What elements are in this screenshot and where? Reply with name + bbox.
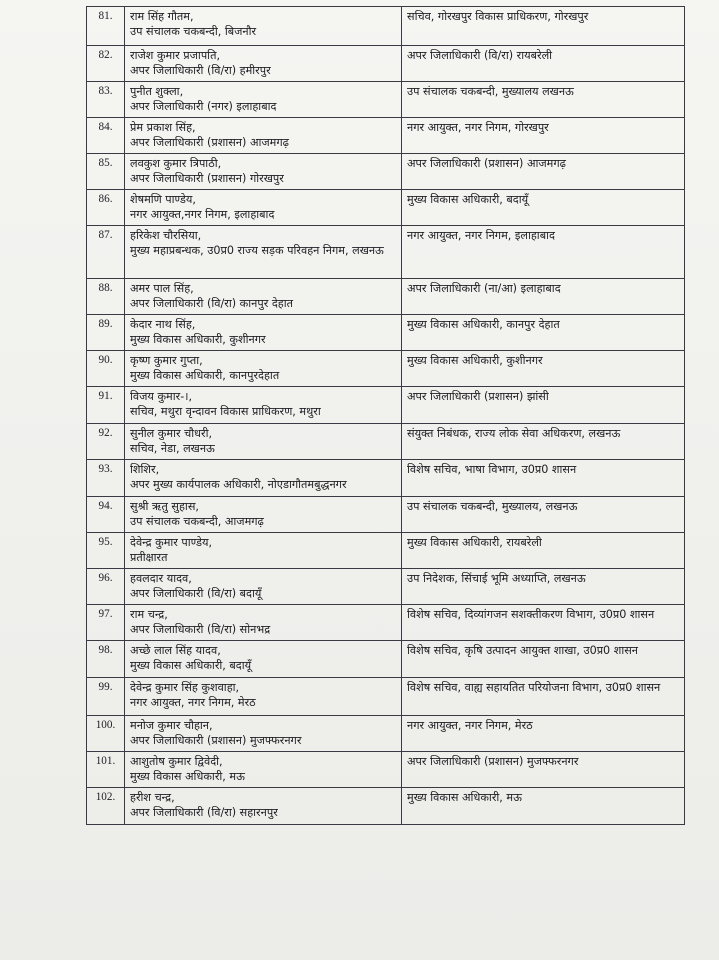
officer-name: देवेन्द्र कुमार सिंह कुशवाहा, — [130, 681, 240, 694]
officer-current-posting-cell — [125, 46, 402, 82]
table-row — [87, 387, 685, 424]
serial-number: 89. — [87, 315, 125, 351]
new-posting-cell — [402, 118, 685, 154]
new-posting: विशेष सचिव, भाषा विभाग, उ0प्र0 शासन — [407, 463, 577, 476]
current-posting: अपर जिलाधिकारी (नगर) इलाहाबाद — [130, 100, 277, 113]
new-posting-cell — [402, 497, 685, 533]
officer-current-posting-cell — [125, 190, 402, 226]
table-row — [87, 752, 685, 788]
serial-number: 81. — [87, 7, 125, 46]
current-posting: अपर जिलाधिकारी (वि/रा) सोनभद्र — [130, 623, 271, 636]
current-posting: अपर जिलाधिकारी (वि/रा) सहारनपुर — [130, 806, 278, 819]
officer-name: पुनीत शुक्ला, — [130, 85, 184, 98]
new-posting: अपर जिलाधिकारी (वि/रा) रायबरेली — [407, 49, 553, 62]
officer-name: आशुतोष कुमार द्विवेदी, — [130, 755, 223, 768]
new-posting: सचिव, गोरखपुर विकास प्राधिकरण, गोरखपुर — [407, 10, 589, 23]
new-posting: संयुक्त निबंधक, राज्य लोक सेवा अधिकरण, लखनऊ — [407, 427, 621, 440]
officer-current-posting-cell — [125, 82, 402, 118]
table-row — [87, 497, 685, 533]
table-row — [87, 533, 685, 569]
table-row — [87, 788, 685, 825]
table-row — [87, 279, 685, 315]
table-row — [87, 315, 685, 351]
serial-number: 100. — [87, 716, 125, 752]
current-posting: अपर जिलाधिकारी (प्रशासन) मुजफ्फरनगर — [130, 734, 302, 747]
serial-number: 87. — [87, 226, 125, 279]
current-posting: मुख्य विकास अधिकारी, कानपुरदेहात — [130, 369, 280, 382]
officer-name: विजय कुमार-।, — [130, 390, 193, 403]
table-row — [87, 118, 685, 154]
officer-name: राम चन्द्र, — [130, 608, 168, 621]
current-posting: सचिव, नेडा, लखनऊ — [130, 442, 215, 455]
officer-name: हरीश चन्द्र, — [130, 791, 175, 804]
officer-current-posting-cell — [125, 154, 402, 190]
serial-number: 96. — [87, 569, 125, 605]
current-posting: अपर जिलाधिकारी (प्रशासन) आजमगढ़ — [130, 136, 289, 149]
officer-current-posting-cell — [125, 678, 402, 716]
serial-number: 95. — [87, 533, 125, 569]
new-posting-cell — [402, 387, 685, 424]
table-row — [87, 82, 685, 118]
new-posting: मुख्य विकास अधिकारी, मऊ — [407, 791, 522, 804]
serial-number: 93. — [87, 460, 125, 497]
new-posting: अपर जिलाधिकारी (ना/आ) इलाहाबाद — [407, 282, 561, 295]
new-posting: मुख्य विकास अधिकारी, कुशीनगर — [407, 354, 543, 367]
table-row — [87, 7, 685, 46]
table-row — [87, 190, 685, 226]
table-row — [87, 678, 685, 716]
new-posting-cell — [402, 460, 685, 497]
new-posting-cell — [402, 82, 685, 118]
officer-name: मनोज कुमार चौहान, — [130, 719, 213, 732]
officer-current-posting-cell — [125, 716, 402, 752]
transfer-table-body — [87, 7, 685, 825]
new-posting-cell — [402, 351, 685, 387]
new-posting-cell — [402, 154, 685, 190]
officer-current-posting-cell — [125, 641, 402, 678]
officer-current-posting-cell — [125, 7, 402, 46]
officer-current-posting-cell — [125, 351, 402, 387]
officer-current-posting-cell — [125, 569, 402, 605]
transfer-table — [86, 6, 685, 825]
current-posting: उप संचालक चकबन्दी, आजमगढ़ — [130, 515, 264, 528]
officer-name: हवलदार यादव, — [130, 572, 192, 585]
serial-number: 88. — [87, 279, 125, 315]
current-posting: मुख्य महाप्रबन्धक, उ0प्र0 राज्य सड़क परिवहन निगम, लखनऊ — [130, 244, 384, 257]
serial-number: 90. — [87, 351, 125, 387]
officer-current-posting-cell — [125, 605, 402, 641]
current-posting: मुख्य विकास अधिकारी, मऊ — [130, 770, 245, 783]
serial-number: 97. — [87, 605, 125, 641]
current-posting: मुख्य विकास अधिकारी, कुशीनगर — [130, 333, 266, 346]
table-row — [87, 154, 685, 190]
new-posting-cell — [402, 190, 685, 226]
officer-name: लवकुश कुमार त्रिपाठी, — [130, 157, 222, 170]
table-row — [87, 605, 685, 641]
current-posting: अपर मुख्य कार्यपालक अधिकारी, नोएडागौतमबुद्धनगर — [130, 478, 347, 491]
current-posting: मुख्य विकास अधिकारी, बदायूँ — [130, 659, 252, 672]
new-posting-cell — [402, 788, 685, 825]
new-posting: विशेष सचिव, दिव्यांगजन सशक्तीकरण विभाग, उ0प्र0 शासन — [407, 608, 655, 621]
new-posting: अपर जिलाधिकारी (प्रशासन) मुजफ्फरनगर — [407, 755, 579, 768]
new-posting-cell — [402, 315, 685, 351]
officer-current-posting-cell — [125, 497, 402, 533]
serial-number: 99. — [87, 678, 125, 716]
officer-current-posting-cell — [125, 424, 402, 460]
officer-current-posting-cell — [125, 460, 402, 497]
new-posting-cell — [402, 569, 685, 605]
serial-number: 101. — [87, 752, 125, 788]
new-posting-cell — [402, 424, 685, 460]
serial-number: 91. — [87, 387, 125, 424]
new-posting-cell — [402, 7, 685, 46]
new-posting-cell — [402, 716, 685, 752]
serial-number: 98. — [87, 641, 125, 678]
officer-current-posting-cell — [125, 788, 402, 825]
new-posting: नगर आयुक्त, नगर निगम, इलाहाबाद — [407, 229, 555, 242]
officer-current-posting-cell — [125, 315, 402, 351]
officer-name: कृष्ण कुमार गुप्ता, — [130, 354, 203, 367]
new-posting-cell — [402, 226, 685, 279]
current-posting: अपर जिलाधिकारी (वि/रा) बदायूँ — [130, 587, 262, 600]
new-posting-cell — [402, 279, 685, 315]
table-row — [87, 46, 685, 82]
new-posting-cell — [402, 641, 685, 678]
officer-name: शेषमणि पाण्डेय, — [130, 193, 196, 206]
serial-number: 102. — [87, 788, 125, 825]
current-posting: अपर जिलाधिकारी (वि/रा) हमीरपुर — [130, 64, 271, 77]
serial-number: 84. — [87, 118, 125, 154]
new-posting: विशेष सचिव, कृषि उत्पादन आयुक्त शाखा, उ0प्र0 शासन — [407, 644, 639, 657]
new-posting: मुख्य विकास अधिकारी, बदायूँ — [407, 193, 529, 206]
officer-name: प्रेम प्रकाश सिंह, — [130, 121, 196, 134]
current-posting: नगर आयुक्त,नगर निगम, इलाहाबाद — [130, 208, 275, 221]
new-posting: मुख्य विकास अधिकारी, रायबरेली — [407, 536, 542, 549]
table-row — [87, 641, 685, 678]
current-posting: अपर जिलाधिकारी (वि/रा) कानपुर देहात — [130, 297, 293, 310]
serial-number: 85. — [87, 154, 125, 190]
officer-name: हरिकेश चौरसिया, — [130, 229, 202, 242]
new-posting: उप संचालक चकबन्दी, मुख्यालय, लखनऊ — [407, 500, 578, 513]
new-posting: उप निदेशक, सिंचाई भूमि अध्याप्ति, लखनऊ — [407, 572, 586, 585]
new-posting: नगर आयुक्त, नगर निगम, गोरखपुर — [407, 121, 549, 134]
new-posting: उप संचालक चकबन्दी, मुख्यालय लखनऊ — [407, 85, 574, 98]
current-posting: उप संचालक चकबन्दी, बिजनौर — [130, 25, 257, 38]
officer-name: शिशिर, — [130, 463, 160, 476]
current-posting: सचिव, मथुरा वृन्दावन विकास प्राधिकरण, मथुरा — [130, 405, 321, 418]
officer-current-posting-cell — [125, 752, 402, 788]
serial-number: 94. — [87, 497, 125, 533]
officer-name: देवेन्द्र कुमार पाण्डेय, — [130, 536, 213, 549]
serial-number: 86. — [87, 190, 125, 226]
new-posting-cell — [402, 678, 685, 716]
table-row — [87, 424, 685, 460]
new-posting-cell — [402, 46, 685, 82]
officer-name: सुश्री ऋतु सुहास, — [130, 500, 199, 513]
new-posting: नगर आयुक्त, नगर निगम, मेरठ — [407, 719, 533, 732]
officer-name: सुनील कुमार चौधरी, — [130, 427, 213, 440]
officer-name: अच्छे लाल सिंह यादव, — [130, 644, 221, 657]
serial-number: 82. — [87, 46, 125, 82]
officer-name: केदार नाथ सिंह, — [130, 318, 196, 331]
officer-current-posting-cell — [125, 387, 402, 424]
table-row — [87, 226, 685, 279]
officer-name: अमर पाल सिंह, — [130, 282, 194, 295]
current-posting: अपर जिलाधिकारी (प्रशासन) गोरखपुर — [130, 172, 284, 185]
officer-name: राजेश कुमार प्रजापति, — [130, 49, 220, 62]
new-posting-cell — [402, 533, 685, 569]
officer-name: राम सिंह गौतम, — [130, 10, 194, 23]
serial-number: 92. — [87, 424, 125, 460]
new-posting: अपर जिलाधिकारी (प्रशासन) आजमगढ़ — [407, 157, 566, 170]
table-row — [87, 716, 685, 752]
officer-current-posting-cell — [125, 118, 402, 154]
new-posting: विशेष सचिव, वाह्य सहायतित परियोजना विभाग, उ0प्र0 शासन — [407, 681, 661, 694]
table-row — [87, 460, 685, 497]
new-posting: अपर जिलाधिकारी (प्रशासन) झांसी — [407, 390, 549, 403]
new-posting: मुख्य विकास अधिकारी, कानपुर देहात — [407, 318, 560, 331]
current-posting: नगर आयुक्त, नगर निगम, मेरठ — [130, 696, 256, 709]
officer-current-posting-cell — [125, 279, 402, 315]
officer-current-posting-cell — [125, 533, 402, 569]
serial-number: 83. — [87, 82, 125, 118]
new-posting-cell — [402, 752, 685, 788]
new-posting-cell — [402, 605, 685, 641]
table-row — [87, 351, 685, 387]
current-posting: प्रतीक्षारत — [130, 551, 168, 564]
table-row — [87, 569, 685, 605]
officer-current-posting-cell — [125, 226, 402, 279]
